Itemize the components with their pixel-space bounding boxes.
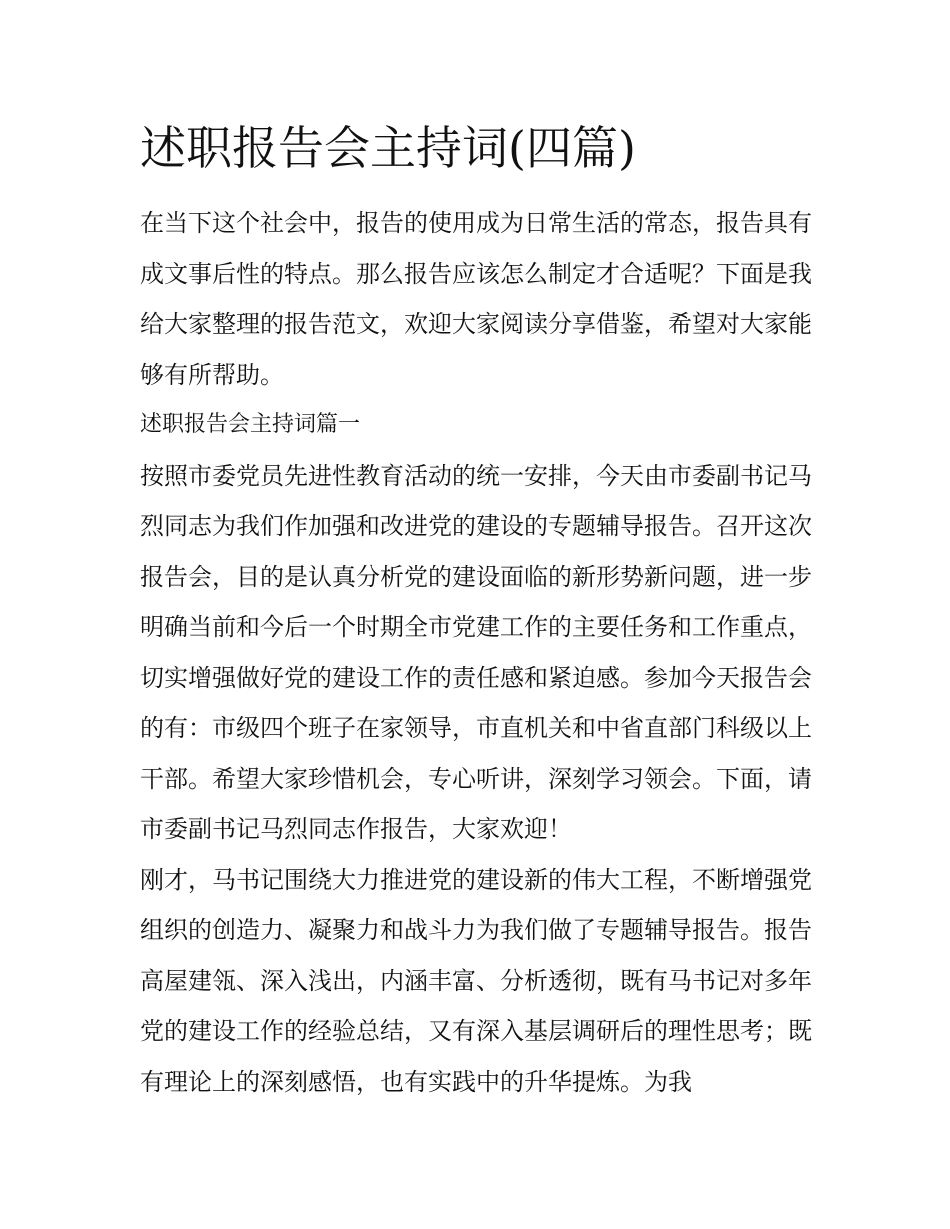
document-body — [140, 198, 812, 1107]
body-paragraph: 刚才，马书记围绕大力推进党的建设新的伟大工程，不断增强党组织的创造力、凝聚力和战斗力为我们做了专题辅导报告。报告高屋建瓴、深入浅出，内涵丰富、分析透彻，既有马书记对多年党的建设工作的经验总结，又有深入基层调研后的理性思考；既有理论上的深刻感悟，也有实践中的升华提炼。为我 — [140, 865, 812, 1096]
intro-paragraph: 在当下这个社会中，报告的使用成为日常生活的常态，报告具有成文事后性的特点。那么报告应该怎么制定才合适呢？下面是我给大家整理的报告范文，欢迎大家阅读分享借鉴，希望对大家能够有所帮助。 — [140, 209, 812, 389]
section-heading: 述职报告会主持词篇一 — [140, 412, 361, 437]
document-page — [140, 118, 812, 178]
body-paragraph: 按照市委党员先进性教育活动的统一安排，今天由市委副书记马烈同志为我们作加强和改进党的建设的专题辅导报告。召开这次报告会，目的是认真分析党的建设面临的新形势新问题，进一步明确当前和今后一个时期全市党建工作的主要任务和工作重点，切实增强做好党的建设工作的责任感和紧迫感。参加今天报告会的有：市级四个班子在家领导，市直机关和中省直部门科级以上干部。希望大家珍惜机会，专心听讲，深刻学习领会。下面，请市委副书记马烈同志作报告，大家欢迎！ — [140, 461, 812, 843]
document-title: 述职报告会主持词(四篇) — [140, 121, 636, 175]
